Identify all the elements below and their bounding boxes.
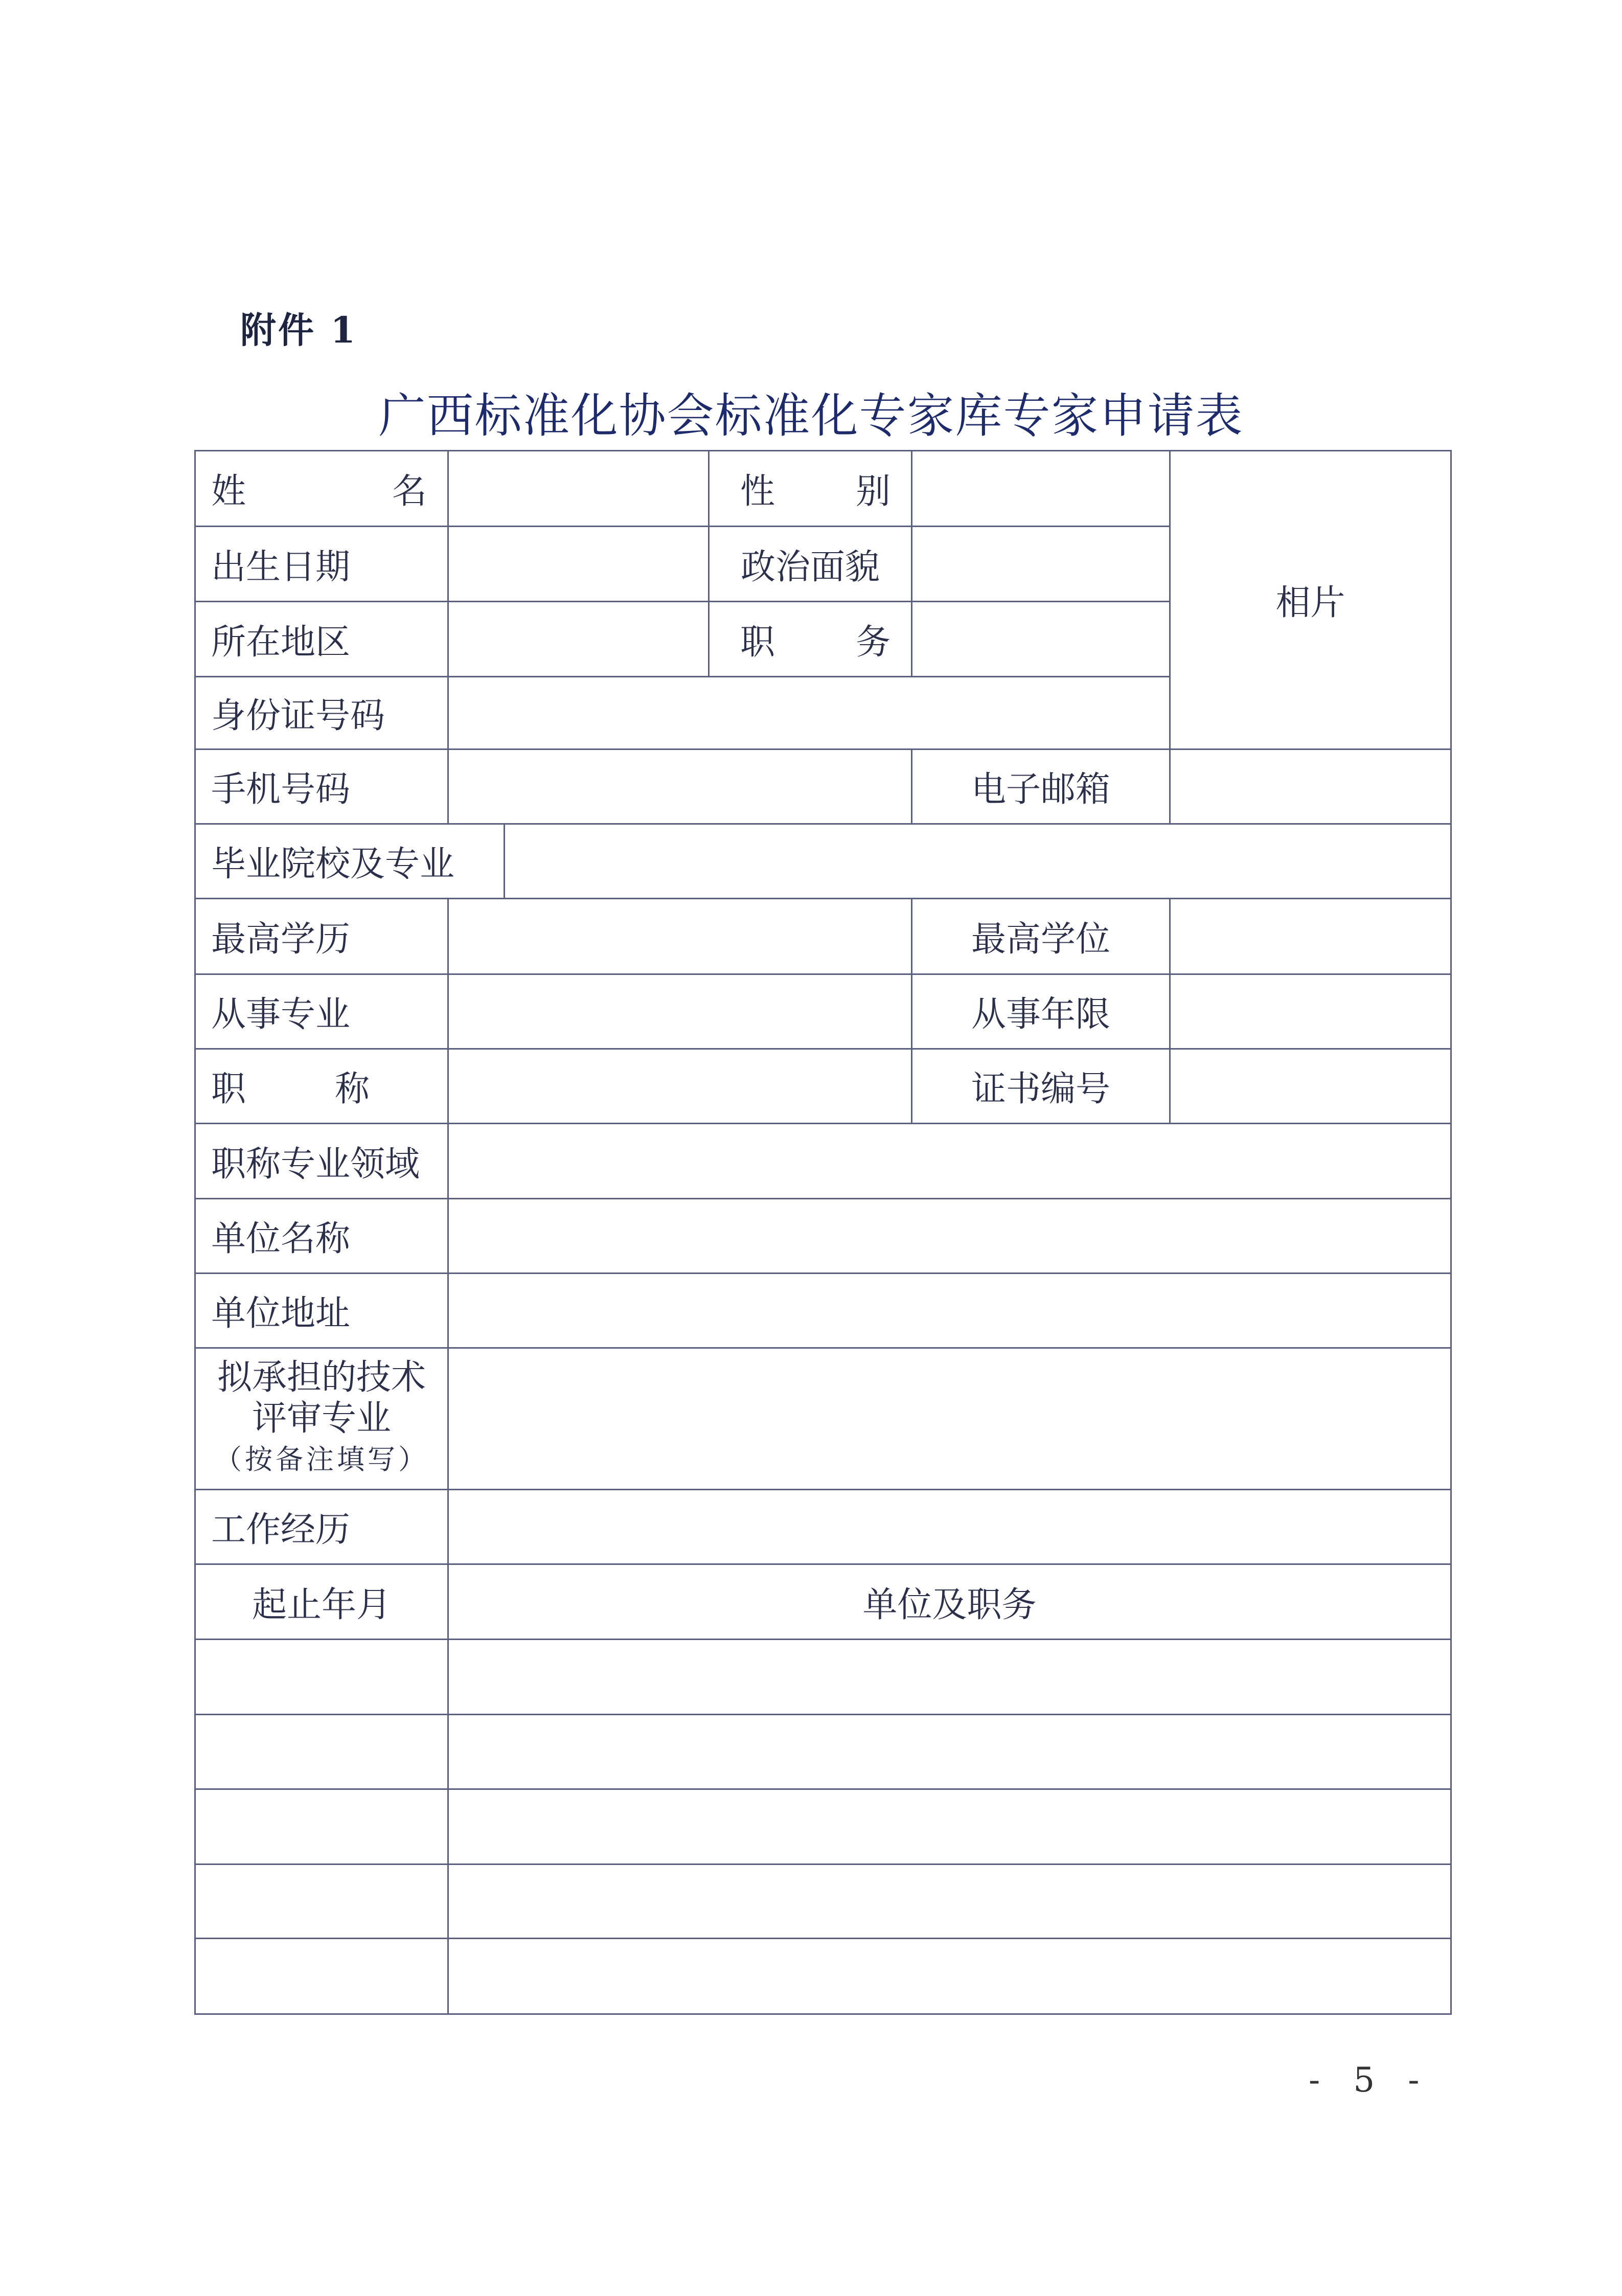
work-history-org-field[interactable] (449, 1939, 1450, 2013)
name-field[interactable] (449, 451, 708, 526)
email-field[interactable] (1171, 750, 1450, 823)
name-label-char-2: 名 (392, 471, 427, 512)
mobile-label: 手机号码 (211, 769, 351, 810)
gender-field[interactable] (912, 451, 1169, 526)
highest-education-label: 最高学历 (211, 919, 351, 960)
form-title: 广西标准化协会标准化专家库专家申请表 (378, 389, 1244, 443)
years-in-field-label: 从事年限 (971, 994, 1110, 1035)
work-history-period-field[interactable] (196, 1715, 447, 1788)
years-in-field-field[interactable] (1171, 975, 1450, 1048)
work-history-org-field[interactable] (449, 1790, 1450, 1863)
org-address-field[interactable] (449, 1274, 1450, 1347)
org-address-label: 单位地址 (211, 1293, 351, 1334)
specialty-field[interactable] (449, 975, 911, 1048)
table-border-bottom (194, 2013, 1452, 2015)
org-name-field[interactable] (449, 1199, 1450, 1272)
work-history-org-header: 单位及职务 (862, 1584, 1037, 1625)
school-major-field[interactable] (505, 825, 1450, 898)
highest-education-field[interactable] (449, 899, 911, 973)
gender-label (710, 451, 911, 526)
school-major-label: 毕业院校及专业 (211, 844, 455, 884)
highest-degree-field[interactable] (1171, 899, 1450, 973)
id-number-field[interactable] (449, 677, 1169, 748)
title-field-area-field[interactable] (449, 1124, 1450, 1198)
political-status-label: 政治面貌 (740, 547, 880, 587)
title-field-area-label: 职称专业领域 (211, 1144, 420, 1185)
table-border-right (1450, 450, 1452, 2015)
title-label-char-1: 职 (211, 1069, 246, 1109)
page-number: - 5 - (1309, 2060, 1431, 2100)
title-label-char-2: 称 (334, 1069, 370, 1109)
attachment-label: 附件 1 (240, 309, 358, 351)
work-history-period-field[interactable] (196, 1865, 447, 1938)
photo-label: 相片 (1275, 583, 1345, 623)
name-label (196, 451, 447, 526)
work-history-period-header: 起止年月 (252, 1584, 391, 1625)
review-specialty-line-2: 评审专业 (252, 1398, 391, 1439)
work-history-label: 工作经历 (211, 1510, 351, 1550)
review-specialty-label (196, 1349, 447, 1489)
certificate-no-label: 证书编号 (971, 1069, 1110, 1109)
name-label-char-1: 姓 (211, 471, 246, 512)
gender-label-char-1: 性 (740, 471, 775, 512)
birth-date-field[interactable] (449, 527, 708, 601)
photo-box[interactable] (1171, 451, 1450, 748)
specialty-label: 从事专业 (211, 994, 351, 1035)
highest-degree-label: 最高学位 (971, 919, 1110, 960)
position-label (710, 602, 911, 676)
id-number-label: 身份证号码 (211, 696, 385, 736)
title-label (196, 1050, 390, 1123)
region-label: 所在地区 (211, 622, 351, 663)
work-history-org-field[interactable] (449, 1715, 1450, 1788)
review-specialty-line-1: 拟承担的技术 (217, 1357, 426, 1398)
position-label-char-2: 务 (855, 622, 890, 663)
work-history-org-field[interactable] (449, 1640, 1450, 1714)
birth-date-label: 出生日期 (211, 547, 351, 587)
review-specialty-note: （按备注填写） (214, 1443, 429, 1475)
review-specialty-field[interactable] (449, 1349, 1450, 1489)
gender-label-char-2: 别 (855, 471, 890, 512)
work-history-period-field[interactable] (196, 1790, 447, 1863)
position-label-char-1: 职 (740, 622, 775, 663)
work-history-period-field[interactable] (196, 1939, 447, 2013)
email-label: 电子邮箱 (971, 769, 1110, 810)
title-field[interactable] (449, 1050, 911, 1123)
political-status-field[interactable] (912, 527, 1169, 601)
region-field[interactable] (449, 602, 708, 676)
work-history-org-field[interactable] (449, 1865, 1450, 1938)
work-history-period-field[interactable] (196, 1640, 447, 1714)
mobile-field[interactable] (449, 750, 911, 823)
certificate-no-field[interactable] (1171, 1050, 1450, 1123)
org-name-label: 单位名称 (211, 1219, 351, 1259)
position-field[interactable] (912, 602, 1169, 676)
